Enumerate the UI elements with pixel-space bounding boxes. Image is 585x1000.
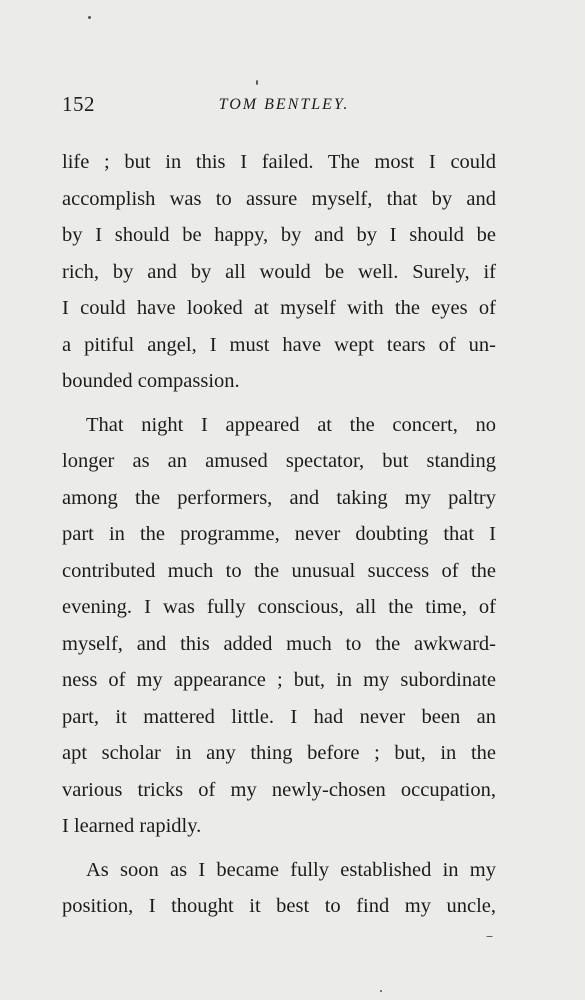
text-line: rich, by and by all would be well. Surely, if xyxy=(62,260,496,283)
paragraph xyxy=(62,852,496,925)
body-text xyxy=(62,144,496,925)
print-speck xyxy=(88,16,91,19)
print-speck xyxy=(486,936,493,937)
text-line: As soon as I became fully established in my xyxy=(86,858,496,881)
text-line: a pitiful angel, I must have wept tears of un- xyxy=(62,333,496,356)
text-line: position, I thought it best to find my uncle, xyxy=(62,895,496,917)
paragraph xyxy=(62,144,496,400)
text-line: apt scholar in any thing before ; but, in the xyxy=(62,742,496,764)
text-line: life ; but in this I failed. The most I could xyxy=(62,151,496,173)
text-line: I learned rapidly. xyxy=(62,815,202,837)
text-line: part, it mattered little. I had never been an xyxy=(62,705,496,728)
page-number: 152 xyxy=(62,92,95,116)
text-line: accomplish was to assure myself, that by and xyxy=(62,187,496,210)
running-head: TOM BENTLEY. xyxy=(218,96,350,113)
text-line: I could have looked at myself with the eyes of xyxy=(62,297,496,319)
text-line: contributed much to the unusual success of the xyxy=(62,559,496,582)
text-line: myself, and this added much to the awkward- xyxy=(62,632,496,655)
text-line: part in the programme, never doubting that I xyxy=(62,523,496,545)
text-line: evening. I was fully conscious, all the time, of xyxy=(62,596,496,618)
print-speck xyxy=(256,80,258,85)
text-line: by I should be happy, by and by I should be xyxy=(62,224,496,246)
text-line: ness of my appearance ; but, in my subordinate xyxy=(62,669,496,691)
text-line: bounded compassion. xyxy=(62,370,240,392)
paragraph xyxy=(62,407,496,845)
page-header xyxy=(62,92,496,122)
text-line: longer as an amused spectator, but standing xyxy=(62,450,496,472)
print-speck xyxy=(380,990,382,992)
text-line: among the performers, and taking my paltry xyxy=(62,486,496,509)
text-line: various tricks of my newly-chosen occupation, xyxy=(62,778,496,801)
text-line: That night I appeared at the concert, no xyxy=(86,413,496,436)
